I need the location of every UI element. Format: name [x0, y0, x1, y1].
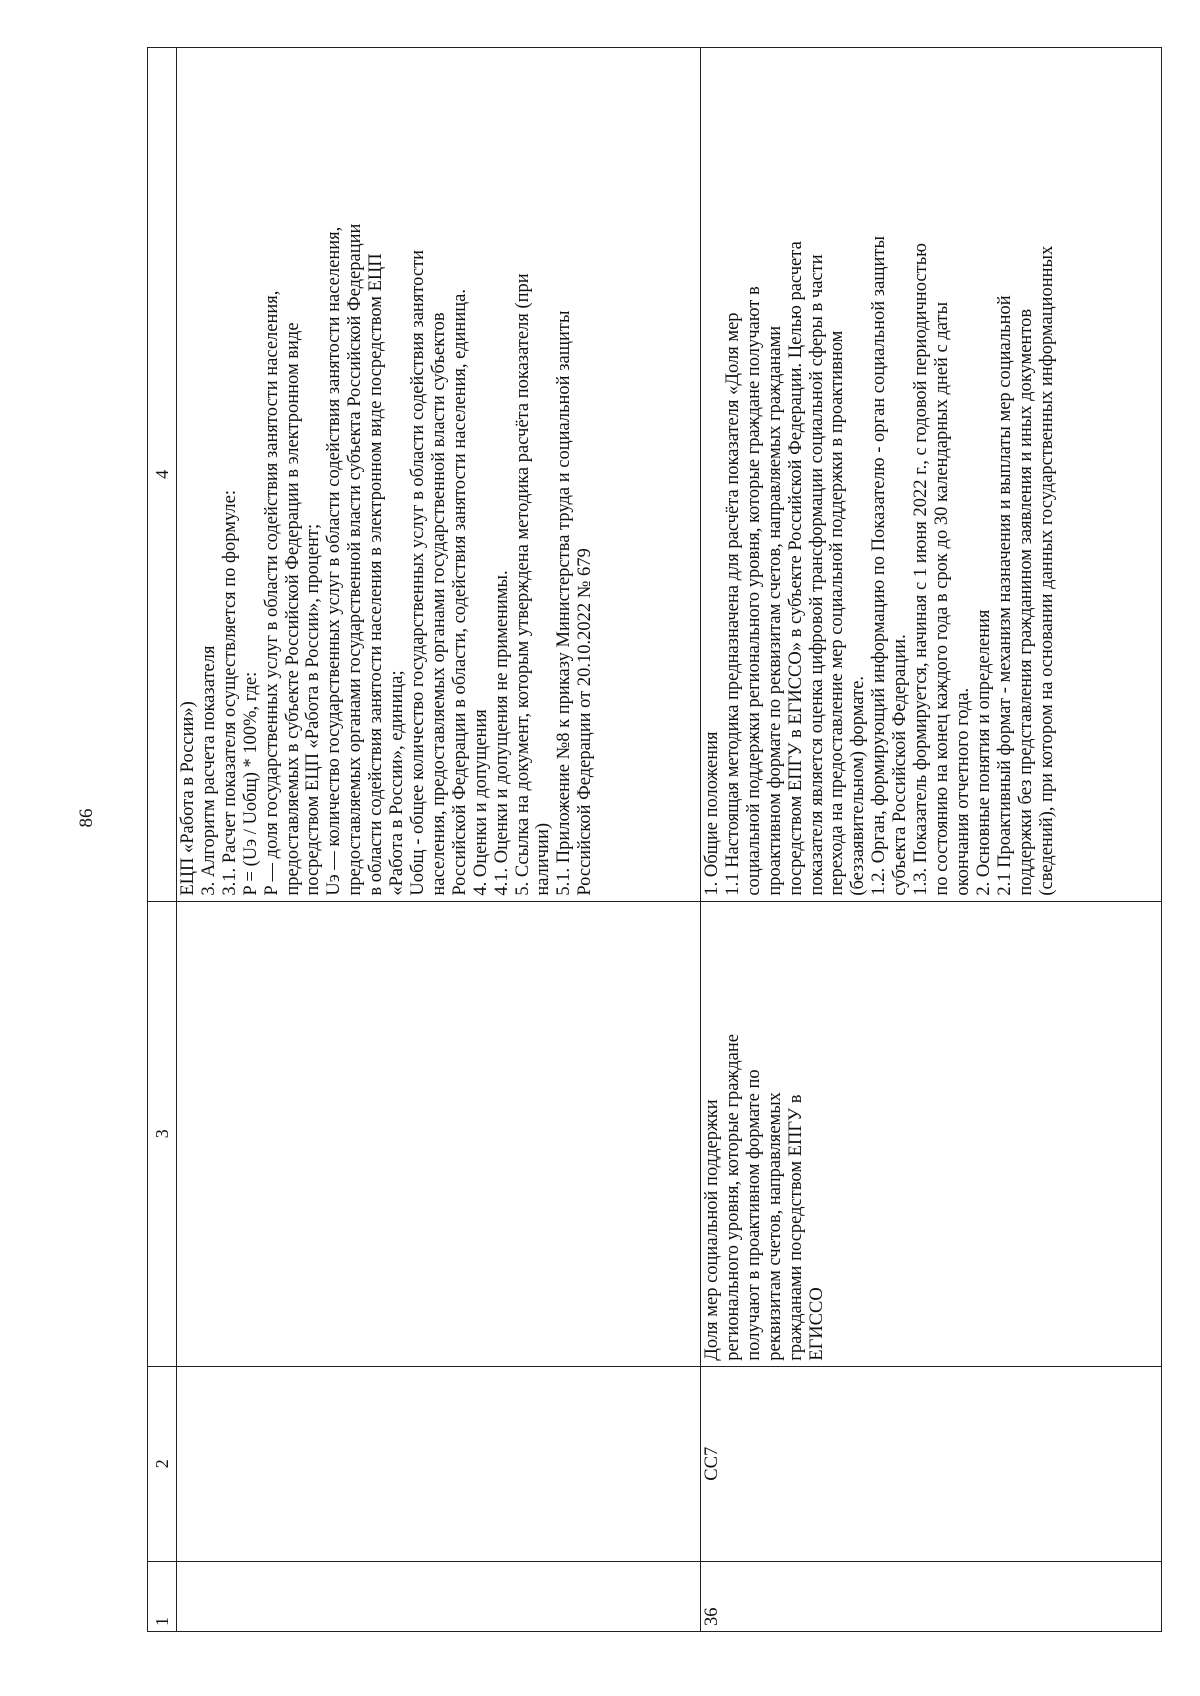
text-line: 5. Ссылка на документ, которым утверждена методика расчёта показателя (при: [512, 273, 533, 896]
text-line: P — доля государственных услуг в области содействия занятости населения,: [261, 290, 282, 896]
text-line: в области содействия занятости населения в электронном виде посредством ЕЦП: [366, 253, 387, 896]
methodology-cell: [177, 48, 701, 902]
text-line: субъекта Российской Федерации.: [890, 634, 911, 896]
text-line: Доля мер социальной поддержки: [702, 1099, 722, 1361]
text-line: 1.2. Орган, формирующий информацию по Показателю - орган социальной защиты: [869, 236, 890, 896]
text-line: населения, предоставляемых органами государственной власти субъектов: [428, 312, 449, 896]
text-line: посредством ЕЦП «Работа в России», процент;: [303, 523, 324, 896]
text-line: Российской Федерации от 20.10.2022 № 679: [575, 548, 596, 896]
text-line: (беззаявительном) формате.: [848, 676, 869, 896]
text-line: регионального уровня, которые граждане: [722, 1034, 743, 1361]
header-col-4: 4: [148, 48, 177, 902]
text-line: (сведений), при котором на основании данных государственных информационных: [1036, 245, 1057, 896]
text-line: Uэ — количество государственных услуг в области содействия занятости населения,: [324, 226, 345, 896]
text-line: 2. Основные понятия и определения: [973, 609, 994, 896]
text-line: 3.1. Расчет показателя осуществляется по формуле:: [219, 490, 240, 896]
row-number-cell: 36: [701, 1561, 1162, 1631]
text-line: показателя является оценка цифровой трансформации социальной сферы в части: [806, 254, 827, 896]
text-line: посредством ЕПГУ в ЕГИССО» в субъекте Российской Федерации. Целью расчета: [785, 241, 806, 896]
text-line: социальной поддержки регионального уровня, которые граждане получают в: [743, 286, 764, 896]
header-col-1: 1: [148, 1561, 177, 1631]
table-row: [701, 48, 1162, 1632]
indicators-table: [147, 47, 1162, 1632]
text-line: 2.1 Проактивный формат - механизм назначения и выплаты мер социальной: [994, 295, 1015, 896]
header-col-3: 3: [148, 901, 177, 1366]
table-row: [177, 48, 701, 1632]
text-line: ЕГИССО: [806, 1287, 827, 1361]
indicator-name-cell: [701, 901, 1162, 1366]
text-line: предоставляемых в субъекте Российской Федерации в электронном виде: [282, 322, 303, 896]
text-line: 1. Общие положения: [702, 731, 722, 896]
indicator-code-cell: СС7: [701, 1366, 1162, 1561]
text-line: P = (Uэ / Uобщ) * 100%, где:: [240, 671, 261, 896]
text-line: окончания отчетного года.: [952, 687, 973, 896]
text-line: 1.3. Показатель формируется, начиная с 1 июня 2022 г., с годовой периодичностью: [911, 243, 932, 896]
text-line: поддержки без представления гражданином заявления и иных документов: [1015, 308, 1036, 896]
indicator-name-cell: [177, 901, 701, 1366]
rotated-page-content: [147, 47, 1162, 1632]
indicator-code-cell: [177, 1366, 701, 1561]
text-line: проактивном формате по реквизитам счетов, направляемых гражданами: [764, 325, 785, 896]
text-line: 3. Алгоритм расчета показателя: [198, 645, 219, 896]
text-line: Uобщ - общее количество государственных услуг в области содействия занятости: [407, 249, 428, 896]
text-line: предоставляемых органами государственной власти субъекта Российской Федерации: [345, 223, 366, 896]
text-line: 5.1. Приложение №8 к приказу Министерства труда и социальной защиты: [554, 310, 575, 896]
text-line: получают в проактивном формате по: [743, 1069, 764, 1361]
text-line: 1.1 Настоящая методика предназначена для расчёта показателя «Доля мер: [722, 312, 743, 896]
header-row: [148, 48, 177, 1632]
text-line: Российской Федерации в области, содействия занятости населения, единица.: [449, 289, 470, 896]
text-line: по состоянию на конец каждого года в срок до 30 календарных дней с даты: [931, 301, 952, 896]
text-line: перехода на предоставление мер социальной поддержки в проактивном: [827, 330, 848, 896]
header-col-2: 2: [148, 1366, 177, 1561]
page-number: 86: [76, 808, 97, 828]
text-line: «Работа в России», единица;: [387, 670, 408, 896]
text-line: гражданами посредством ЕПГУ в: [785, 1094, 806, 1361]
text-line: реквизитам счетов, направляемых: [764, 1092, 785, 1361]
text-line: ЕЦП «Работа в России»): [178, 701, 198, 896]
row-number-cell: [177, 1561, 701, 1631]
methodology-cell: [701, 48, 1162, 902]
text-line: 4.1. Оценки и допущения не применимы.: [491, 570, 512, 896]
text-line: 4. Оценки и допущения: [470, 709, 491, 896]
text-line: наличии): [533, 822, 554, 896]
